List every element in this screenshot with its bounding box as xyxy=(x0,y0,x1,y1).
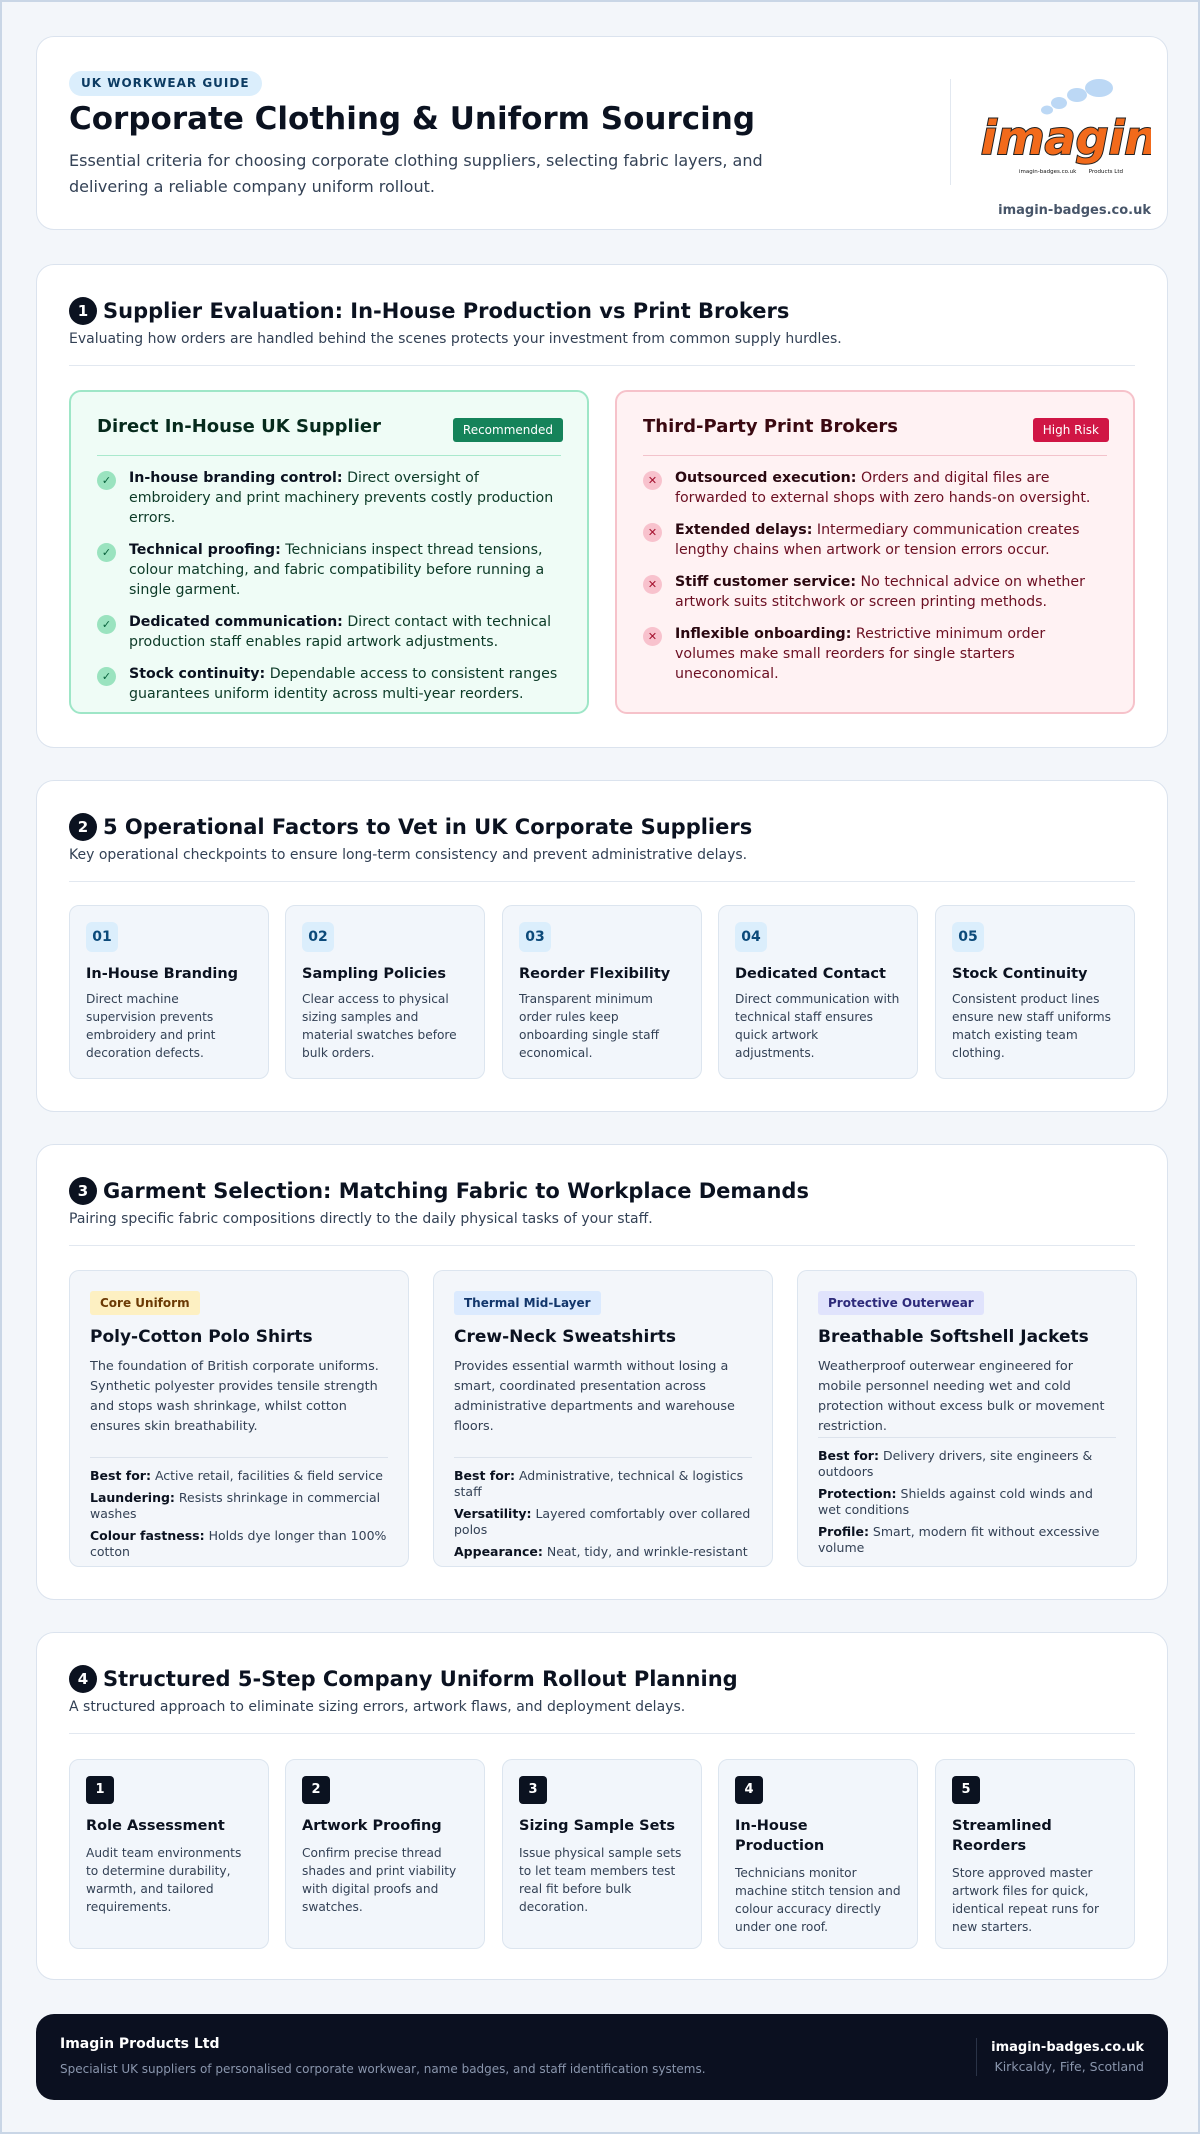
brand-logo[interactable] xyxy=(981,77,1151,218)
garment-divider xyxy=(454,1457,752,1458)
factor-title: Stock Continuity xyxy=(952,966,1088,982)
page-title: Corporate Clothing & Uniform Sourcing xyxy=(69,101,756,137)
step-title: Sizing Sample Sets xyxy=(519,1818,675,1834)
footer-location: Kirkcaldy, Fife, Scotland xyxy=(994,2059,1144,2074)
footer-divider xyxy=(976,2038,977,2076)
garment-desc: Provides essential warmth without losing a smart, coordinated presentation across administrative departments and warehouse floors. xyxy=(454,1359,735,1434)
list-item: ✓ Stock continuity: Dependable access to consistent ranges guarantees uniform identity across multi-year reorders. xyxy=(97,664,561,704)
list-item: ✕ Stiff customer service: No technical advice on whether artwork suits stitchwork or screen printing methods. xyxy=(643,572,1107,612)
check-icon: ✓ xyxy=(97,543,116,562)
factor-desc: Direct machine supervision prevents embroidery and print decoration defects. xyxy=(86,992,216,1060)
section-rollout-planning xyxy=(36,1632,1168,1980)
garment-spec: Versatility: Layered comfortably over collared polos xyxy=(454,1506,751,1537)
section-1-header xyxy=(69,297,1135,347)
section-title: Garment Selection: Matching Fabric to Workplace Demands xyxy=(103,1179,809,1203)
garment-spec: Best for: Delivery drivers, site engineers & outdoors xyxy=(818,1448,1093,1479)
cross-icon: ✕ xyxy=(643,627,662,646)
garment-desc: The foundation of British corporate uniforms. Synthetic polyester provides tensile strength and stops wash shrinkage, whilst cotton ensures skin breathability. xyxy=(90,1359,379,1434)
list-item: ✕ Extended delays: Intermediary communication creates lengthy chains when artwork or tension errors occur. xyxy=(643,520,1107,560)
step-title: In-House Production xyxy=(735,1818,825,1854)
section-title: Supplier Evaluation: In-House Production vs Print Brokers xyxy=(103,299,790,323)
logo-small-left: imagin-badges.co.uk xyxy=(1019,169,1077,175)
step-number: 1 xyxy=(86,1776,114,1804)
garment-spec: Profile: Smart, modern fit without excessive volume xyxy=(818,1524,1100,1555)
panel-title: Direct In-House UK Supplier xyxy=(97,416,381,437)
high-risk-badge: High Risk xyxy=(1033,418,1109,442)
factor-number: 01 xyxy=(86,922,118,952)
garment-spec: Best for: Active retail, facilities & field service xyxy=(90,1468,383,1483)
factor-title: Dedicated Contact xyxy=(735,966,886,982)
panel-in-house-supplier xyxy=(69,390,589,714)
step-desc: Technicians monitor machine stitch tension and colour accuracy directly under one roof. xyxy=(735,1866,901,1934)
section-number: 2 xyxy=(69,813,97,841)
garment-spec: Colour fastness: Holds dye longer than 100% cotton xyxy=(90,1528,387,1559)
logo-small-right: Products Ltd xyxy=(1088,169,1123,175)
factor-desc: Clear access to physical sizing samples and material swatches before bulk orders. xyxy=(302,992,457,1060)
garment-desc: Weatherproof outerwear engineered for mobile personnel needing wet and cold protection without excess bulk or movement restriction. xyxy=(818,1359,1105,1434)
section-title: 5 Operational Factors to Vet in UK Corporate Suppliers xyxy=(103,815,753,839)
garment-title: Crew-Neck Sweatshirts xyxy=(454,1327,676,1347)
garment-tag: Protective Outerwear xyxy=(818,1291,984,1315)
step-desc: Store approved master artwork files for quick, identical repeat runs for new starters. xyxy=(952,1866,1099,1934)
section-subtitle: Key operational checkpoints to ensure long-term consistency and prevent administrative delays. xyxy=(69,847,748,863)
garment-spec: Laundering: Resists shrinkage in commercial washes xyxy=(90,1490,381,1521)
section-operational-factors xyxy=(36,780,1168,1112)
list-item: ✓ In-house branding control: Direct oversight of embroidery and print machinery prevents costly production errors. xyxy=(97,468,561,528)
factor-card xyxy=(69,905,269,1079)
section-subtitle: Evaluating how orders are handled behind the scenes protects your investment from common supply hurdles. xyxy=(69,331,842,347)
list-item: ✕ Inflexible onboarding: Restrictive minimum order volumes make small reorders for single starters uneconomical. xyxy=(643,624,1107,684)
step-number: 3 xyxy=(519,1776,547,1804)
garment-divider xyxy=(90,1457,388,1458)
footer-company: Imagin Products Ltd xyxy=(60,2036,220,2052)
header-divider xyxy=(950,79,951,185)
list-item: ✓ Technical proofing: Technicians inspect thread tensions, colour matching, and fabric compatibility before running a single garment. xyxy=(97,540,561,600)
garment-title: Poly-Cotton Polo Shirts xyxy=(90,1327,313,1347)
panel-divider xyxy=(97,455,561,456)
section-divider xyxy=(69,1245,1135,1246)
factor-title: In-House Branding xyxy=(86,966,239,982)
step-number: 5 xyxy=(952,1776,980,1804)
section-number: 4 xyxy=(69,1665,97,1693)
garment-card-polo xyxy=(69,1270,409,1567)
factor-number: 03 xyxy=(519,922,551,952)
step-card xyxy=(285,1759,485,1949)
recommended-badge: Recommended xyxy=(453,418,563,442)
list-item: ✕ Outsourced execution: Orders and digital files are forwarded to external shops with zero hands-on oversight. xyxy=(643,468,1107,508)
garment-card-softshell xyxy=(797,1270,1137,1567)
section-divider xyxy=(69,365,1135,366)
garment-divider xyxy=(818,1437,1116,1438)
factor-desc: Transparent minimum order rules keep onboarding single staff economical. xyxy=(519,992,660,1060)
check-icon: ✓ xyxy=(97,471,116,490)
factor-card xyxy=(285,905,485,1079)
footer-domain-link[interactable]: imagin-badges.co.uk xyxy=(991,2040,1144,2055)
factor-number: 04 xyxy=(735,922,767,952)
section-2-header xyxy=(69,813,1135,863)
panel-print-brokers xyxy=(615,390,1135,714)
section-supplier-evaluation xyxy=(36,264,1168,748)
section-subtitle: A structured approach to eliminate sizing errors, artwork flaws, and deployment delays. xyxy=(69,1699,686,1715)
logo-wordmark: imagin xyxy=(981,111,1151,165)
section-number: 3 xyxy=(69,1177,97,1205)
garment-spec: Best for: Administrative, technical & logistics staff xyxy=(454,1468,744,1499)
check-icon: ✓ xyxy=(97,667,116,686)
factor-title: Reorder Flexibility xyxy=(519,966,671,982)
garment-card-sweatshirt xyxy=(433,1270,773,1567)
step-card xyxy=(502,1759,702,1949)
factor-card xyxy=(718,905,918,1079)
factor-card xyxy=(502,905,702,1079)
guide-tag: UK WORKWEAR GUIDE xyxy=(69,71,262,96)
garment-title: Breathable Softshell Jackets xyxy=(818,1327,1089,1347)
section-divider xyxy=(69,1733,1135,1734)
step-title: Role Assessment xyxy=(86,1818,225,1834)
step-desc: Issue physical sample sets to let team members test real fit before bulk decoration. xyxy=(519,1846,682,1914)
factor-title: Sampling Policies xyxy=(302,966,446,982)
section-number: 1 xyxy=(69,297,97,325)
section-title: Structured 5-Step Company Uniform Rollout Planning xyxy=(103,1667,738,1691)
section-garment-selection xyxy=(36,1144,1168,1600)
header-card xyxy=(36,36,1168,230)
step-card xyxy=(69,1759,269,1949)
logo-graphic xyxy=(981,77,1151,197)
step-title: Artwork Proofing xyxy=(302,1818,442,1834)
header-domain[interactable]: imagin-badges.co.uk xyxy=(998,203,1151,218)
section-3-header xyxy=(69,1177,1135,1227)
cross-icon: ✕ xyxy=(643,471,662,490)
list-item: ✓ Dedicated communication: Direct contact with technical production staff enables rapid artwork adjustments. xyxy=(97,612,561,652)
garment-spec: Appearance: Neat, tidy, and wrinkle-resistant xyxy=(454,1544,748,1559)
panel-title: Third-Party Print Brokers xyxy=(643,416,899,437)
section-4-header xyxy=(69,1665,1135,1715)
garment-tag: Core Uniform xyxy=(90,1291,200,1315)
garment-tag: Thermal Mid-Layer xyxy=(454,1291,601,1315)
step-number: 2 xyxy=(302,1776,330,1804)
section-subtitle: Pairing specific fabric compositions directly to the daily physical tasks of your staff. xyxy=(69,1211,653,1227)
factor-number: 05 xyxy=(952,922,984,952)
factor-card xyxy=(935,905,1135,1079)
footer-description: Specialist UK suppliers of personalised corporate workwear, name badges, and staff identification systems. xyxy=(60,2062,706,2076)
page-intro: Essential criteria for choosing corporate clothing suppliers, selecting fabric layers, and delivering a reliable company uniform rollout. xyxy=(69,151,763,196)
step-number: 4 xyxy=(735,1776,763,1804)
check-icon: ✓ xyxy=(97,615,116,634)
cross-icon: ✕ xyxy=(643,523,662,542)
garment-spec: Protection: Shields against cold winds and wet conditions xyxy=(818,1486,1093,1517)
footer xyxy=(36,2014,1168,2100)
section-divider xyxy=(69,881,1135,882)
cross-icon: ✕ xyxy=(643,575,662,594)
step-card xyxy=(935,1759,1135,1949)
step-desc: Audit team environments to determine durability, warmth, and tailored requirements. xyxy=(86,1846,242,1914)
factor-number: 02 xyxy=(302,922,334,952)
factor-desc: Direct communication with technical staff ensures quick artwork adjustments. xyxy=(735,992,900,1060)
panel-divider xyxy=(643,455,1107,456)
factor-desc: Consistent product lines ensure new staff uniforms match existing team clothing. xyxy=(952,992,1111,1060)
step-desc: Confirm precise thread shades and print viability with digital proofs and swatches. xyxy=(302,1846,457,1914)
step-title: Streamlined Reorders xyxy=(952,1818,1052,1854)
step-card xyxy=(718,1759,918,1949)
